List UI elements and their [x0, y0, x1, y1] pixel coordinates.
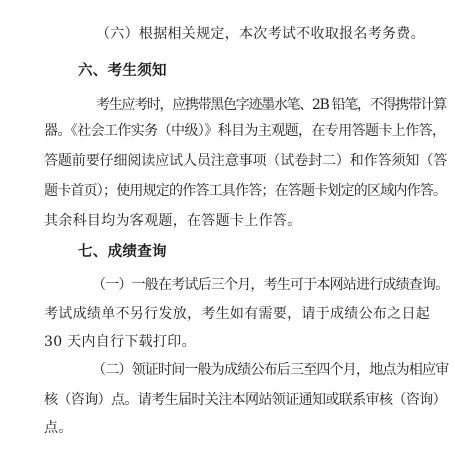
paragraph-line: 答题前要仔细阅读应试人员注意事项（试卷封二）和作答须知（答: [44, 153, 448, 169]
section-heading-candidate-notice: 六、考生须知: [78, 63, 167, 79]
paragraph-line: 考生应考时，应携带黑色字迹墨水笔、2B 铅笔，不得携带计算: [96, 97, 446, 113]
paragraph-line: 点。: [44, 420, 73, 436]
paragraph-line: 器。《社会工作实务（中级）》科目为主观题，在专用答题卡上作答，: [44, 123, 446, 139]
paragraph-line: （一）一般在考试后三个月，考生可于本网站进行成绩查询。: [92, 277, 449, 293]
paragraph-line: （二）领证时间一般为成绩公布后三至四个月，地点为相应审: [92, 362, 449, 378]
paragraph-exam-fee: （六）根据相关规定，本次考试不收取报名考务费。: [96, 26, 425, 42]
paragraph-line: 考试成绩单不另行发放，考生如有需要，请于成绩公布之日起: [44, 306, 431, 322]
paragraph-line: 其余科目均为客观题，在答题卡上作答。: [44, 213, 302, 229]
paragraph-line: 题卡首页）；使用规定的作答工具作答；在答题卡划定的区域内作答。: [44, 183, 447, 199]
section-heading-score-inquiry: 七、成绩查询: [78, 244, 167, 260]
paragraph-line: 核（咨询）点。请考生届时关注本网站领证通知或联系审核（咨询）: [44, 392, 446, 408]
paragraph-line: 30 天内自行下载打印。: [44, 334, 196, 350]
